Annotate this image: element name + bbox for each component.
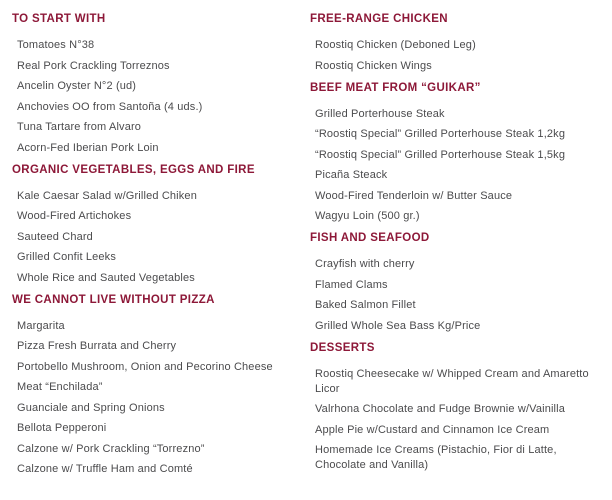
- menu-item: Grilled Confit Leeks: [17, 251, 116, 263]
- menu-item: Calzone w/ Pork Crackling “Torrezno”: [17, 442, 205, 455]
- menu-item: Meat “Enchilada”: [17, 381, 103, 393]
- menu-item: Grilled Porterhouse Steak: [315, 107, 445, 120]
- menu-item: Acorn-Fed Iberian Pork Loin: [17, 141, 159, 154]
- menu-item: Sauteed Chard: [17, 230, 93, 243]
- menu-section: [310, 13, 606, 74]
- menu-item: Tuna Tartare from Alvaro: [17, 121, 142, 133]
- section-items: [310, 257, 606, 334]
- menu-item: Portobello Mushroom, Onion and Pecorino Cheese: [17, 360, 273, 373]
- menu-section: [12, 13, 310, 156]
- menu-item: Valrhona Chocolate and Fudge Brownie w/Vainilla: [315, 403, 566, 415]
- menu-column-left: [12, 13, 310, 500]
- menu-item: Wood-Fired Tenderloin w/ Butter Sauce: [315, 189, 513, 202]
- menu-item: Flamed Clams: [315, 278, 388, 291]
- section-title: FREE-RANGE CHICKEN: [310, 13, 448, 25]
- section-items: [310, 367, 606, 474]
- menu-item: Pizza Fresh Burrata and Cherry: [17, 340, 177, 352]
- menu-section: [310, 342, 606, 474]
- menu-section: [12, 164, 310, 286]
- menu-item: Baked Salmon Fillet: [315, 299, 416, 311]
- section-items: [12, 319, 310, 478]
- menu-item: Homemade Ice Creams (Pistachio, Fior di Latte, Chocolate and Vanilla): [315, 444, 557, 471]
- menu-item: Real Pork Crackling Torreznos: [17, 59, 170, 72]
- section-title: ORGANIC VEGETABLES, EGGS AND FIRE: [12, 163, 255, 176]
- section-title: TO START WITH: [12, 13, 106, 25]
- menu-section: [310, 82, 606, 225]
- section-items: [12, 38, 310, 156]
- menu-item: “Roostiq Special” Grilled Porterhouse Steak 1,2kg: [315, 128, 566, 140]
- section-items: [12, 189, 310, 286]
- menu-item: Kale Caesar Salad w/Grilled Chiken: [17, 189, 197, 202]
- menu-item: Tomatoes N°38: [17, 39, 95, 51]
- menu-section: [12, 294, 310, 478]
- menu-item: Guanciale and Spring Onions: [17, 401, 165, 414]
- section-items: [310, 38, 606, 74]
- section-title: WE CANNOT LIVE WITHOUT PIZZA: [12, 293, 215, 306]
- menu-item: Whole Rice and Sauted Vegetables: [17, 271, 195, 284]
- section-title: BEEF MEAT FROM “GUIKAR”: [310, 81, 481, 94]
- menu-item: Bellota Pepperoni: [17, 422, 107, 434]
- menu-item: Roostiq Chicken (Deboned Leg): [315, 39, 476, 51]
- menu-item: “Roostiq Special” Grilled Porterhouse Steak 1,5kg: [315, 148, 566, 161]
- menu-item: Grilled Whole Sea Bass Kg/Price: [315, 319, 481, 332]
- menu-item: Calzone w/ Truffle Ham and Comté: [17, 463, 193, 475]
- menu-item: Picaña Steack: [315, 169, 388, 181]
- menu-item: Roostiq Chicken Wings: [315, 59, 432, 72]
- menu-column-right: [310, 13, 606, 500]
- section-title: DESSERTS: [310, 341, 375, 354]
- menu-item: Anchovies OO from Santoña (4 uds.): [17, 100, 203, 113]
- menu-item: Crayfish with cherry: [315, 258, 415, 270]
- menu-item: Wagyu Loin (500 gr.): [315, 210, 420, 222]
- menu-item: Apple Pie w/Custard and Cinnamon Ice Cream: [315, 423, 550, 436]
- menu-item: Ancelin Oyster N°2 (ud): [17, 80, 137, 92]
- menu-item: Roostiq Cheesecake w/ Whipped Cream and Amaretto Licor: [315, 367, 589, 395]
- section-items: [310, 107, 606, 225]
- menu-item: Margarita: [17, 319, 65, 332]
- menu-section: [310, 232, 606, 334]
- menu-item: Wood-Fired Artichokes: [17, 210, 132, 222]
- section-title: FISH AND SEAFOOD: [310, 232, 430, 244]
